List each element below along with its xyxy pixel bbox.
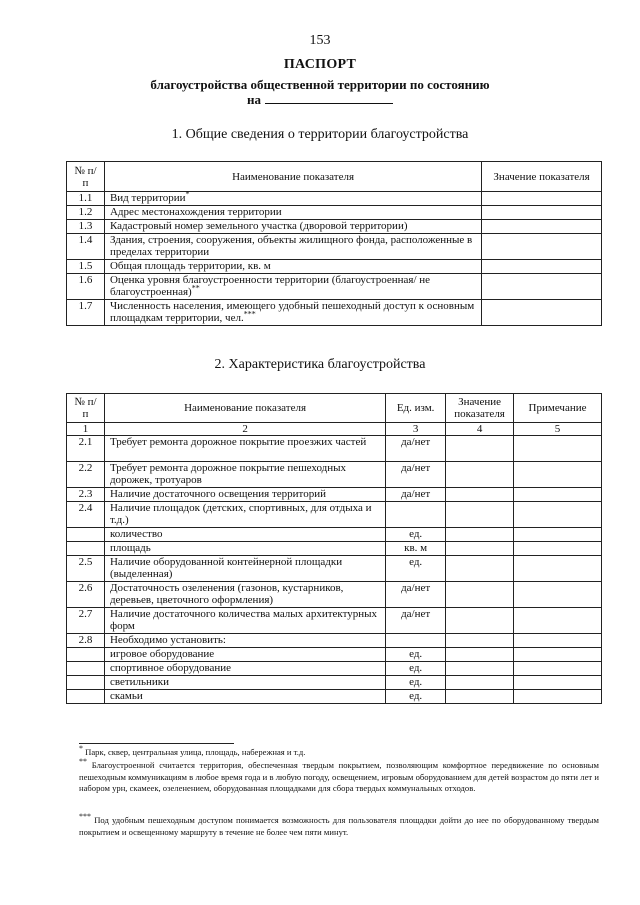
section-2-heading: 2. Характеристика благоустройства [214,357,426,372]
row-unit: ед. [386,556,446,582]
page-number: 153 [309,33,331,48]
row-indicator [104,234,481,260]
row-value [446,488,514,502]
col-number: 3 [386,423,446,436]
table-row [67,274,602,300]
row-number: 2.4 [67,502,105,528]
row-value [446,528,514,542]
row-unit: ед. [386,528,446,542]
characteristics-table [66,393,602,704]
row-number: 2.2 [67,462,105,488]
row-value [446,662,514,676]
footnote-text: Парк, сквер, центральная улица, площадь, набережная и т.д. [85,747,306,757]
footnote-text: Благоустроенной считается территория, обеспеченная твердым покрытием, позволяющим комфортное передвижение по основным пешеходным коммуникациям в любое время года и в любую погоду, освещением, игровым оборудованием для детей возрастом до пяти лет и набором урн, скамеек, озеленением, оборудованная площадками для сбора твердых коммунальных отходов. [79,760,599,793]
row-unit: да/нет [386,488,446,502]
indicator-text: Общая площадь территории, кв. м [109,260,271,272]
row-indicator: Достаточность озеленения (газонов, кустарников, деревьев, цветочного оформления) [104,582,385,608]
row-value [482,206,602,220]
row-note [514,542,602,556]
row-value [446,676,514,690]
date-blank-line [265,92,393,104]
row-note [514,528,602,542]
row-value [446,462,514,488]
table-header-row [67,394,602,423]
table-row [67,676,602,690]
row-value [446,542,514,556]
row-indicator: скамьи [104,690,385,704]
footnote-3 [79,812,599,838]
row-indicator: игровое оборудование [104,648,385,662]
row-number: 2.1 [67,436,105,462]
table-row [67,648,602,662]
footnote-2 [79,757,599,795]
row-number: 2.5 [67,556,105,582]
row-number [67,648,105,662]
footnote-text: Под удобным пешеходным доступом понимается возможность для пользователя площадки дойти до нее по оборудованному твердым покрытием и освещенному маршруту в течение не более чем пяти минут. [79,815,599,837]
table-row [67,502,602,528]
row-indicator: Требует ремонта дорожное покрытие пешеходных дорожек, тротуаров [104,462,385,488]
row-indicator: количество [104,528,385,542]
footnote-separator [79,743,234,744]
row-number: 2.6 [67,582,105,608]
row-number: 1.5 [67,260,105,274]
table-row [67,556,602,582]
row-indicator [104,274,481,300]
table-row [67,528,602,542]
row-value [446,502,514,528]
table-row [67,662,602,676]
row-indicator [104,300,481,326]
row-value [446,436,514,462]
document-title: ПАСПОРТ [283,57,357,72]
document-subtitle: благоустройства общественной территории по состоянию [150,77,490,92]
row-indicator: Необходимо установить: [104,634,385,648]
header-indicator: Наименование показателя [104,394,385,423]
row-value [446,608,514,634]
row-number: 2.8 [67,634,105,648]
row-value [446,556,514,582]
row-number [67,676,105,690]
indicator-text: Кадастровый номер земельного участка (дворовой территории) [109,220,408,232]
row-unit: ед. [386,690,446,704]
table-header-row [67,162,602,192]
row-unit [386,502,446,528]
footnote-ref: *** [243,309,256,319]
row-number: 2.7 [67,608,105,634]
row-indicator: площадь [104,542,385,556]
col-number: 5 [514,423,602,436]
row-number: 1.6 [67,274,105,300]
table-row [67,608,602,634]
row-value [446,582,514,608]
table-row [67,234,602,260]
table-row [67,192,602,206]
table-row [67,436,602,462]
column-number-row [67,423,602,436]
row-note [514,662,602,676]
row-unit: да/нет [386,608,446,634]
row-unit [386,634,446,648]
row-unit: кв. м [386,542,446,556]
row-number: 1.1 [67,192,105,206]
row-number: 2.3 [67,488,105,502]
row-value [482,260,602,274]
row-indicator: светильники [104,676,385,690]
row-unit: да/нет [386,582,446,608]
row-note [514,648,602,662]
row-unit: ед. [386,648,446,662]
row-note [514,502,602,528]
row-note [514,488,602,502]
row-number: 1.3 [67,220,105,234]
row-note [514,608,602,634]
footnote-ref: ** [191,283,200,293]
row-note [514,436,602,462]
row-indicator: Требует ремонта дорожное покрытие проезжих частей [104,436,385,462]
table-row [67,542,602,556]
row-indicator: спортивное оборудование [104,662,385,676]
table-row [67,582,602,608]
row-unit: ед. [386,676,446,690]
row-indicator [104,206,481,220]
header-num: № п/п [67,162,105,192]
header-num: № п/п [67,394,105,423]
table-row [67,300,602,326]
row-value [482,300,602,326]
table-row [67,260,602,274]
row-indicator: Наличие оборудованной контейнерной площадки (выделенная) [104,556,385,582]
footnote-mark: *** [79,812,91,822]
row-value [446,648,514,662]
row-unit: ед. [386,662,446,676]
row-indicator [104,220,481,234]
table-row [67,690,602,704]
row-note [514,690,602,704]
table-row [67,488,602,502]
row-note [514,634,602,648]
header-value: Значение показателя [446,394,514,423]
footnote-mark: * [79,744,83,754]
indicator-text: Численность населения, имеющего удобный пешеходный доступ к основным площадкам территории, чел. [109,300,475,324]
document-subtitle-date [0,92,640,108]
table-row [67,462,602,488]
row-indicator: Наличие достаточного освещения территорий [104,488,385,502]
indicator-text: Адрес местонахождения территории [109,206,282,218]
indicator-text: Здания, строения, сооружения, объекты жилищного фонда, расположенные в пределах территории [109,234,473,258]
row-unit: да/нет [386,436,446,462]
row-value [482,234,602,260]
col-number: 1 [67,423,105,436]
row-value [446,690,514,704]
indicator-text: Оценка уровня благоустроенности территории (благоустроенная/ не благоустроенная) [109,274,431,298]
row-number: 1.2 [67,206,105,220]
header-value: Значение показателя [482,162,602,192]
row-number [67,528,105,542]
row-number: 1.4 [67,234,105,260]
row-number [67,662,105,676]
row-note [514,582,602,608]
col-number: 2 [104,423,385,436]
row-indicator: Наличие достаточного количества малых архитектурных форм [104,608,385,634]
date-prefix: на [247,92,261,107]
col-number: 4 [446,423,514,436]
footnote-1 [79,744,599,759]
row-indicator: Наличие площадок (детских, спортивных, для отдыха и т.д.) [104,502,385,528]
indicator-text: Вид территории [109,192,186,204]
header-indicator: Наименование показателя [104,162,481,192]
row-value [482,220,602,234]
row-number: 1.7 [67,300,105,326]
row-indicator [104,189,481,206]
table-row [67,634,602,648]
header-unit: Ед. изм. [386,394,446,423]
row-note [514,676,602,690]
row-number [67,542,105,556]
row-unit: да/нет [386,462,446,488]
row-value [482,274,602,300]
row-value [482,192,602,206]
row-indicator [104,260,481,274]
table-row [67,220,602,234]
footnote-mark: ** [79,757,87,767]
footnote-ref: * [185,189,190,199]
row-number [67,690,105,704]
row-note [514,462,602,488]
header-note: Примечание [514,394,602,423]
table-row [67,206,602,220]
section-1-heading: 1. Общие сведения о территории благоустройства [171,127,469,142]
general-info-table [66,161,602,326]
row-note [514,556,602,582]
row-value [446,634,514,648]
